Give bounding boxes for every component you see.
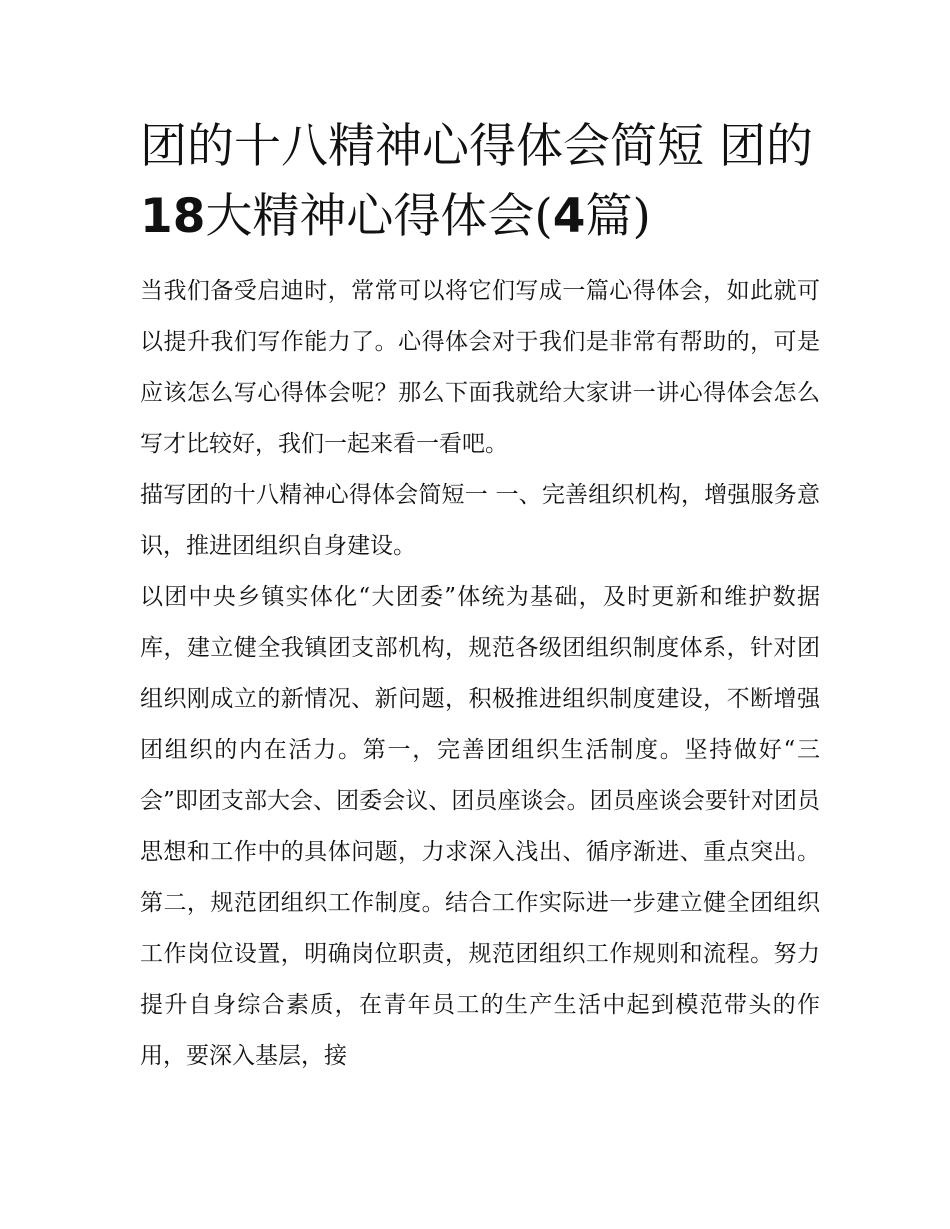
intro-paragraph: 当我们备受启迪时，常常可以将它们写成一篇心得体会，如此就可以提升我们写作能力了。心得体会对于我们是非常有帮助的，可是应该怎么写心得体会呢？那么下面我就给大家讲一讲心得体会怎么写才比较好，我们一起来看一看吧。 — [140, 278, 820, 457]
title-number-4: 4 — [552, 189, 586, 244]
title-text-part-3: 篇) — [585, 189, 651, 244]
title-text-part-2: 大精神心得体会( — [205, 189, 553, 244]
document-content — [140, 112, 820, 1082]
body-paragraph: 以团中央乡镇实体化“大团委”体统为基础，及时更新和维护数据库，建立健全我镇团支部机构，规范各级团组织制度体系，针对团组织刚成立的新情况、新问题，积极推进组织制度建设，不断增强团组织的内在活力。第一，完善团组织生活制度。坚持做好“三会”即团支部大会、团委会议、团员座谈会。团员座谈会要针对团员思想和工作中的具体问题，力求深入浅出、循序渐进、重点突出。第二，规范团组织工作制度。结合工作实际进一步建立健全团组织工作岗位设置，明确岗位职责，规范团组织工作规则和流程。努力提升自身综合素质，在青年员工的生产生活中起到模范带头的作用，要深入基层，接 — [140, 584, 820, 1069]
title-text-part-1: 团的十八精神心得体会简短 团的 — [140, 119, 813, 174]
title-number-18: 18 — [140, 189, 206, 244]
document-title — [140, 112, 820, 252]
section-heading-paragraph: 描写团的十八精神心得体会简短一 一、完善组织机构，增强服务意识，推进团组织自身建设。 — [140, 482, 820, 559]
